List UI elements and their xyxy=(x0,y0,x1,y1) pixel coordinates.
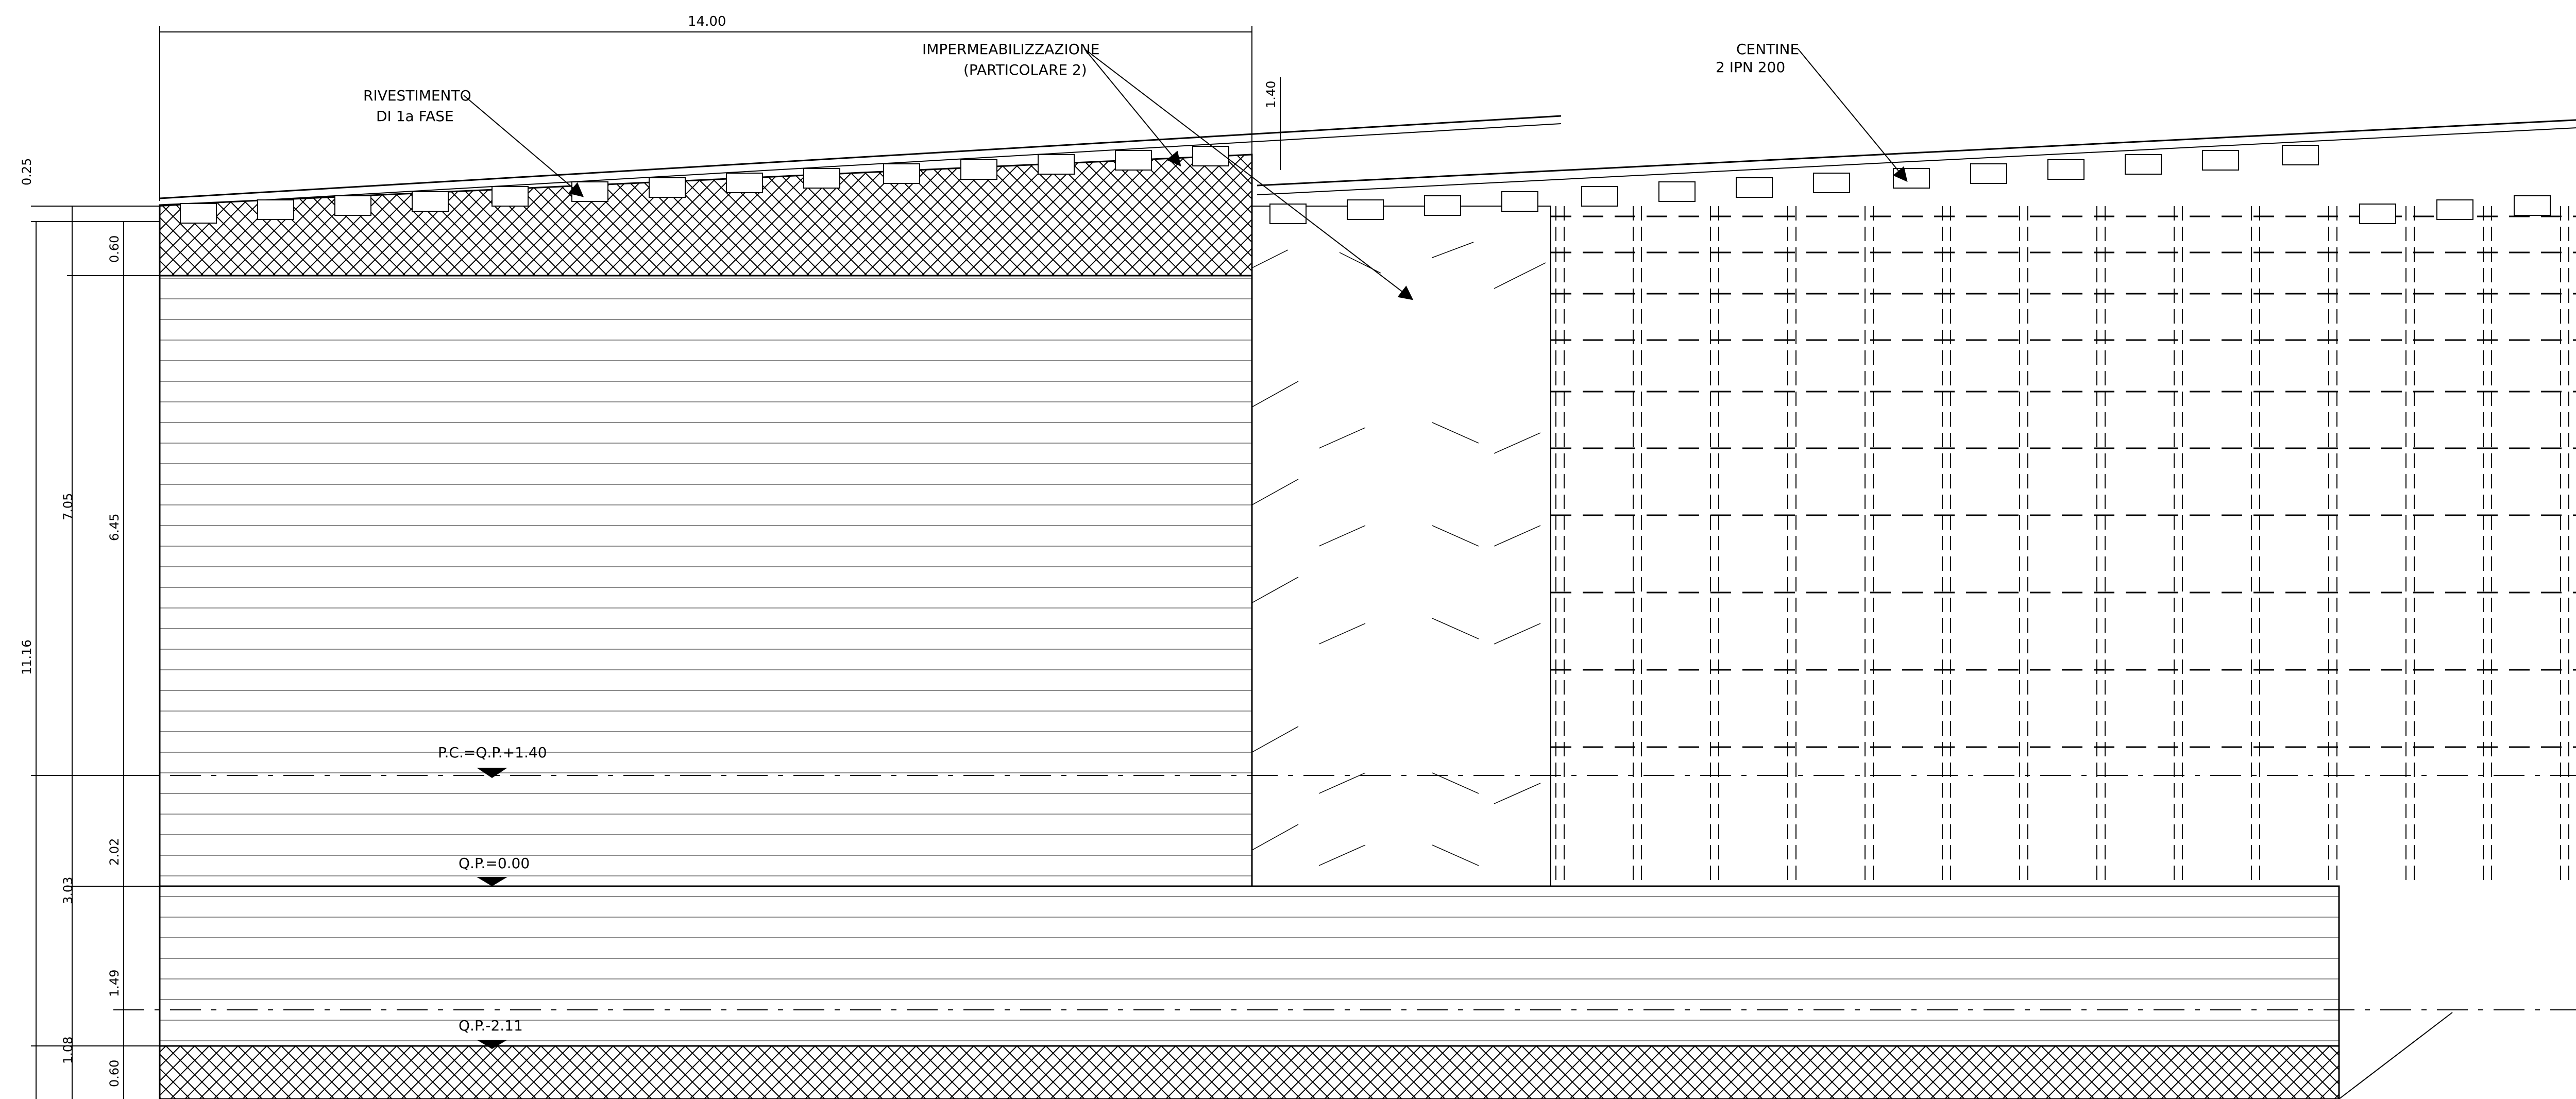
dim-645: 6.45 xyxy=(107,513,122,541)
right-centine-grid xyxy=(1551,206,2576,886)
dim-202: 2.02 xyxy=(107,838,122,866)
middle-fill-region xyxy=(1252,206,1551,886)
top-width-label: 14.00 xyxy=(688,14,726,29)
dim-108: 1.08 xyxy=(61,1036,75,1064)
level-qp-minus-label: Q.P.-2.11 xyxy=(459,1017,523,1034)
centine-label-line2: 2 IPN 200 xyxy=(1716,59,1786,76)
left-dimension-lines xyxy=(31,206,160,1099)
centine-leader xyxy=(1798,49,1906,180)
centine-label-line1: CENTINE xyxy=(1736,41,1800,58)
middle-cross-marks xyxy=(1252,242,1546,866)
rivestimento-label-line1: RIVESTIMENTO xyxy=(363,87,471,104)
impermeabilizzazione-label-line1: IMPERMEABILIZZAZIONE xyxy=(922,41,1100,58)
dim-060-top: 0.60 xyxy=(107,235,122,263)
left-stratified-block xyxy=(160,276,1252,886)
impermeabilizzazione-leader-1 xyxy=(1084,49,1180,165)
dim-1116: 11.16 xyxy=(20,639,34,675)
bottom-chamfer-line xyxy=(2339,1012,2452,1099)
impermeabilizzazione-label-line2: (PARTICOLARE 2) xyxy=(963,61,1087,78)
step-height-label: 1.40 xyxy=(1264,80,1278,108)
dim-025: 0.25 xyxy=(20,158,34,185)
dim-060-bottom: 0.60 xyxy=(107,1059,122,1087)
dim-149: 1.49 xyxy=(107,969,122,997)
upper-crosshatch-layer xyxy=(160,155,1252,276)
bottom-crosshatch-layer xyxy=(160,1046,2339,1099)
dim-303: 3.03 xyxy=(61,876,75,904)
rivestimento-leader xyxy=(464,95,582,196)
level-qp-label: Q.P.=0.00 xyxy=(459,855,530,872)
rivestimento-label-line2: DI 1a FASE xyxy=(376,108,454,125)
level-pc-label: P.C.=Q.P.+1.40 xyxy=(438,744,547,761)
dim-705: 7.05 xyxy=(61,493,75,520)
